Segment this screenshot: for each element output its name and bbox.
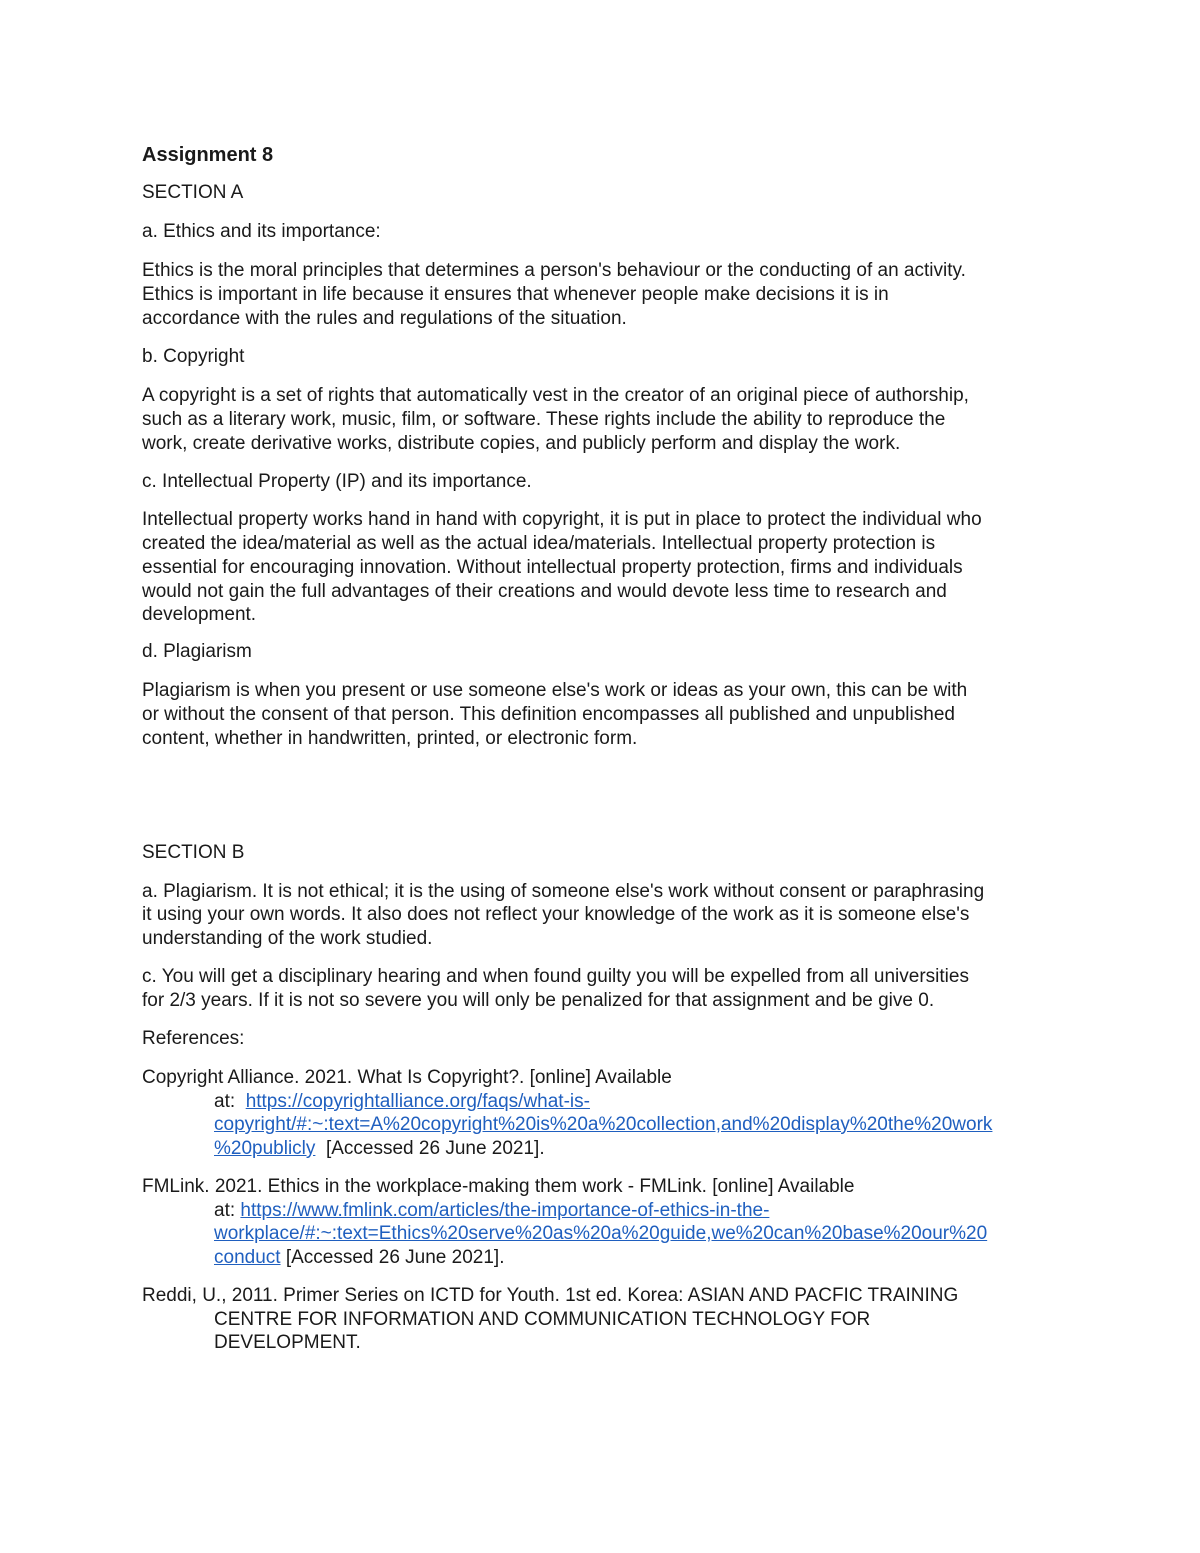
reference-1-link[interactable]: copyright/#:~:text=A%20copyright%20is%20a%20collection,and%20display%20the%20work [214,1114,993,1135]
paragraph-line: content, whether in handwritten, printed, or electronic form. [142,728,638,749]
section-b-heading: SECTION B [142,842,245,863]
reference-1-line: Copyright Alliance. 2021. What Is Copyright?. [online] Available [142,1067,672,1088]
paragraph-line: or without the consent of that person. This definition encompasses all published and unpublished [142,704,955,725]
reference-1-link[interactable]: https://copyrightalliance.org/faqs/what-is- [245,1091,590,1112]
paragraph-line: essential for encouraging innovation. Without intellectual property protection, firms and individuals [142,557,963,578]
reference-2-url-line [214,1199,769,1223]
reference-1-at: at: [214,1091,236,1112]
reference-1-url-line [214,1137,545,1161]
paragraph-line: such as a literary work, music, film, or software. These rights include the ability to reproduce the [142,409,946,430]
section-a-item-b-heading: b. Copyright [142,346,245,367]
paragraph-line: accordance with the rules and regulations of the situation. [142,308,627,329]
paragraph-line: for 2/3 years. If it is not so severe you will only be penalized for that assignment and be give 0. [142,990,935,1011]
paragraph-line: Plagiarism is when you present or use someone else's work or ideas as your own, this can be with [142,680,968,701]
reference-2-accessed: [Accessed 26 June 2021]. [285,1247,505,1268]
paragraph-line: A copyright is a set of rights that automatically vest in the creator of an original piece of authorship, [142,385,969,406]
paragraph-line: it using your own words. It also does not reflect your knowledge of the work as it is someone else's [142,904,970,925]
reference-1-url-line [214,1090,590,1114]
reference-2-at: at: [214,1200,236,1221]
reference-2-link[interactable]: workplace/#:~:text=Ethics%20serve%20as%20a%20guide,we%20can%20base%20our%20 [214,1223,988,1244]
section-a-item-a-heading: a. Ethics and its importance: [142,221,381,242]
paragraph-line: work, create derivative works, distribute copies, and publicly perform and display the work. [142,433,901,454]
paragraph-line: Ethics is important in life because it ensures that whenever people make decisions it is in [142,284,889,305]
reference-2-line: FMLink. 2021. Ethics in the workplace-making them work - FMLink. [online] Available [142,1176,855,1197]
paragraph-line: would not gain the full advantages of their creations and would devote less time to research and [142,581,947,602]
paragraph-line: development. [142,604,257,625]
references-heading: References: [142,1028,245,1049]
paragraph-line: c. You will get a disciplinary hearing and when found guilty you will be expelled from all universities [142,966,969,987]
reference-2-link[interactable]: https://www.fmlink.com/articles/the-importance-of-ethics-in-the- [240,1200,770,1221]
reference-3-line: DEVELOPMENT. [214,1332,361,1353]
reference-3-line: CENTRE FOR INFORMATION AND COMMUNICATION TECHNOLOGY FOR [214,1309,871,1330]
reference-1-accessed: [Accessed 26 June 2021]. [325,1138,545,1159]
paragraph-line: Ethics is the moral principles that determines a person's behaviour or the conducting of an activity. [142,260,966,281]
paragraph-line: understanding of the work studied. [142,928,433,949]
paragraph-line: Intellectual property works hand in hand with copyright, it is put in place to protect the individual who [142,509,982,530]
reference-2-link[interactable]: conduct [214,1247,281,1268]
section-a-item-d-heading: d. Plagiarism [142,641,252,662]
document-title: Assignment 8 [142,144,274,166]
section-a-heading: SECTION A [142,182,244,203]
paragraph-line: created the idea/material as well as the actual idea/materials. Intellectual property protection is [142,533,936,554]
reference-1-url-line [214,1113,992,1137]
section-a-item-c-heading: c. Intellectual Property (IP) and its importance. [142,471,532,492]
reference-2-url-line [214,1222,987,1246]
reference-2-url-line [214,1246,504,1270]
reference-3-line: Reddi, U., 2011. Primer Series on ICTD for Youth. 1st ed. Korea: ASIAN AND PACFIC TRAINING [142,1285,959,1306]
paragraph-line: a. Plagiarism. It is not ethical; it is the using of someone else's work without consent or paraphrasing [142,881,985,902]
reference-1-link[interactable]: %20publicly [214,1138,316,1159]
